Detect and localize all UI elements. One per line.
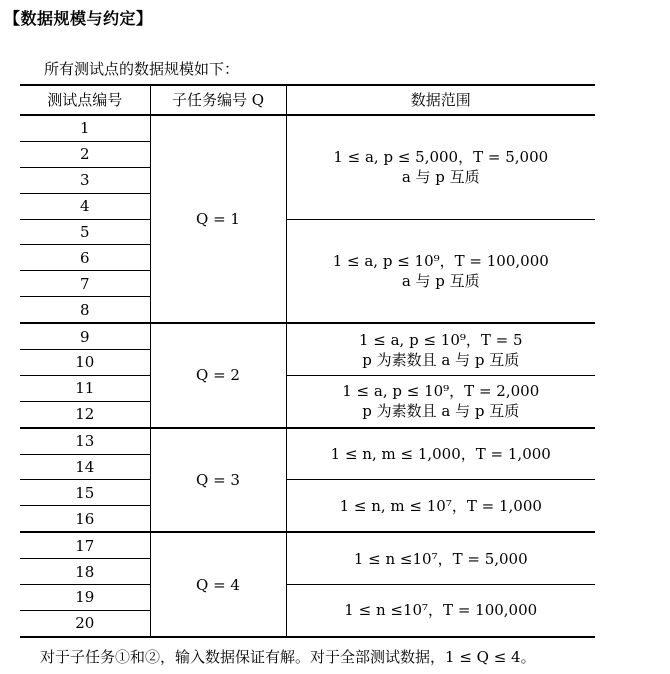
- testpoint-cell: 5: [20, 219, 150, 245]
- table-row: [20, 428, 595, 454]
- subtask-cell: Q = 3: [150, 428, 286, 533]
- testpoint-cell: 9: [20, 323, 150, 349]
- range-line: 1 ≤ a, p ≤ 10⁹，T = 2,000: [342, 382, 540, 401]
- testpoint-cell: 1: [79, 119, 90, 138]
- testpoint-cell: 18: [20, 559, 150, 585]
- testpoint-cell: 15: [20, 480, 150, 506]
- testpoint-cell: 16: [20, 506, 150, 532]
- table-row: [20, 323, 595, 349]
- subtask-cell: Q = 2: [150, 323, 286, 428]
- table-row: [20, 115, 595, 141]
- range-line: 1 ≤ n, m ≤ 1,000，T = 1,000: [330, 445, 551, 464]
- range-line: a 与 p 互质: [401, 271, 480, 290]
- footer-note: 对于子任务①和②，输入数据保证有解。对于全部测试数据，1 ≤ Q ≤ 4。: [40, 648, 536, 666]
- table-row: [20, 585, 595, 611]
- range-cell: [286, 428, 595, 480]
- header-subtask: 子任务编号 Q: [150, 85, 286, 115]
- testpoint-cell: 20: [20, 610, 150, 636]
- range-cell: [286, 585, 595, 637]
- testpoint-cell: 10: [20, 350, 150, 376]
- data-scale-table: [20, 84, 595, 638]
- testpoint-cell: 12: [20, 401, 150, 427]
- range-line: 1 ≤ a, p ≤ 5,000，T = 5,000: [333, 148, 549, 167]
- range-cell: [286, 115, 595, 219]
- range-cell: [286, 480, 595, 532]
- testpoint-cell: 11: [20, 375, 150, 401]
- range-line: p 为素数且 a 与 p 互质: [362, 350, 520, 369]
- range-line: 1 ≤ n, m ≤ 10⁷，T = 1,000: [339, 496, 542, 515]
- range-line: p 为素数且 a 与 p 互质: [362, 402, 520, 421]
- testpoint-cell: 4: [20, 193, 150, 219]
- testpoint-cell: 7: [20, 271, 150, 297]
- subtask-cell: Q = 4: [150, 532, 286, 637]
- range-cell: [286, 323, 595, 375]
- table-row: [20, 532, 595, 558]
- subtask-cell: Q = 1: [150, 115, 286, 323]
- range-line: 1 ≤ n ≤10⁷，T = 5,000: [353, 549, 528, 568]
- range-cell: [286, 375, 595, 427]
- testpoint-cell: 2: [20, 141, 150, 167]
- range-line: 1 ≤ n ≤10⁷，T = 100,000: [344, 601, 538, 620]
- range-line: 1 ≤ a, p ≤ 10⁹，T = 100,000: [332, 251, 549, 270]
- table-row: [20, 480, 595, 506]
- intro-text: 所有测试点的数据规模如下：: [44, 60, 240, 78]
- header-range: 数据范围: [286, 85, 595, 115]
- testpoint-cell: 8: [20, 297, 150, 323]
- testpoint-cell: 3: [20, 167, 150, 193]
- range-line: a 与 p 互质: [401, 168, 480, 187]
- table-header-row: [20, 85, 595, 115]
- range-line: 1 ≤ a, p ≤ 10⁹，T = 5: [358, 330, 523, 349]
- testpoint-cell: 13: [20, 428, 150, 454]
- header-testpoint: 测试点编号: [20, 85, 150, 115]
- testpoint-cell: 17: [20, 532, 150, 558]
- testpoint-cell: 14: [20, 454, 150, 480]
- section-title: 【数据规模与约定】: [4, 9, 153, 28]
- range-cell: [286, 219, 595, 323]
- range-cell: [286, 532, 595, 584]
- testpoint-cell: 19: [20, 585, 150, 611]
- table-row: [20, 375, 595, 401]
- testpoint-cell: 6: [20, 245, 150, 271]
- table-row: [20, 219, 595, 245]
